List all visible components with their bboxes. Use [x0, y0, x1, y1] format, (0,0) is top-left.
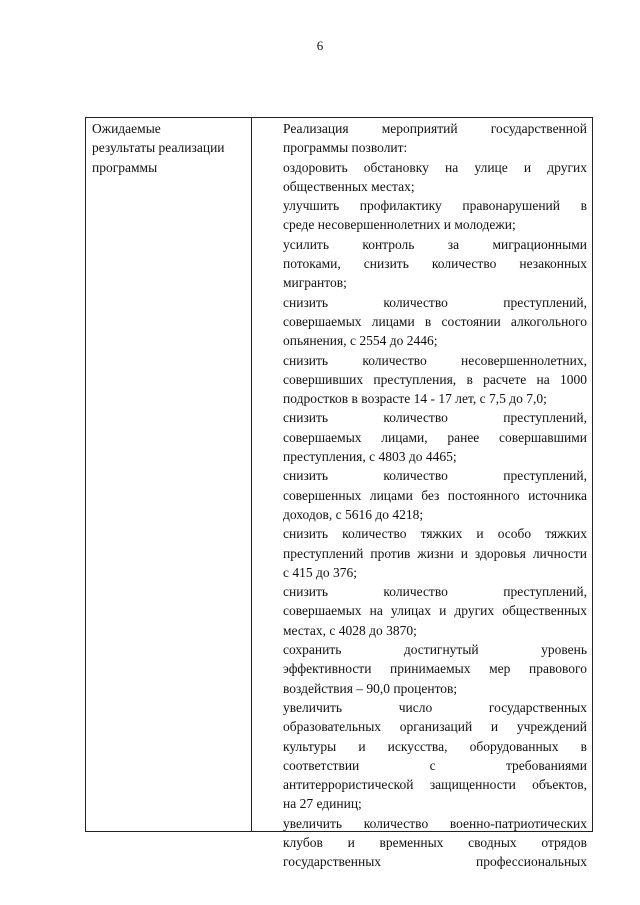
content-paragraph [257, 158, 587, 197]
content-line: соответствии с требованиями [283, 757, 587, 773]
content-paragraph [257, 235, 587, 293]
content-line: совершаемых лицами в состоянии алкогольного [283, 313, 587, 329]
content-paragraph [257, 293, 587, 351]
content-paragraph [257, 524, 587, 582]
content-line: снизить количество преступлений, [283, 584, 587, 600]
content-line: государственных профессиональных [283, 854, 587, 870]
label-line: программы [92, 159, 158, 175]
content-line: потоками, снизить количество незаконных [283, 256, 587, 272]
content-line: преступления, с 4803 до 4465; [283, 449, 457, 465]
content-line: Реализация мероприятий государственной [283, 121, 587, 136]
content-line: воздействия – 90,0 процентов; [283, 680, 458, 696]
content-paragraph [257, 582, 587, 640]
content-line: эффективности принимаемых мер правового [283, 661, 587, 677]
content-line: преступлений против жизни и здоровья личности [283, 545, 587, 561]
content-line: увеличить число государственных [283, 699, 587, 715]
content-line: доходов, с 5616 до 4218; [283, 506, 424, 522]
content-line: оздоровить обстановку на улице и других [283, 159, 587, 175]
page-number: 6 [316, 38, 324, 53]
content-line: снизить количество преступлений, [283, 468, 587, 484]
content-line: совершенных лицами без постоянного источника [283, 487, 587, 503]
content-line: увеличить количество военно-патриотических [283, 815, 587, 831]
column-divider [251, 118, 252, 831]
results-table [85, 117, 593, 870]
content-line: местах, с 4028 до 3870; [283, 622, 417, 638]
content-cell [257, 119, 587, 872]
content-line: антитеррористической защищенности объектов, [283, 777, 587, 793]
content-line: улучшить профилактику правонарушений в [283, 198, 587, 214]
content-line: подростков в возрасте 14 - 17 лет, с 7,5 до 7,0; [283, 391, 547, 407]
content-line: снизить количество преступлений, [283, 294, 587, 310]
content-line: снизить количество тяжких и особо тяжких [283, 526, 587, 542]
content-line: совершивших преступления, в расчете на 1000 [283, 371, 587, 387]
content-line: среде несовершеннолетних и молодежи; [283, 217, 516, 233]
content-paragraph [257, 698, 587, 814]
content-line: культуры и искусства, оборудованных в [283, 738, 587, 754]
content-line: образовательных организаций и учреждений [283, 719, 587, 735]
content-paragraph [257, 196, 587, 235]
content-line: на 27 единиц; [283, 796, 362, 812]
content-paragraph [257, 119, 587, 158]
label-cell [92, 119, 244, 177]
content-line: программы позволит: [283, 140, 408, 156]
content-line: общественных местах; [283, 178, 415, 194]
content-line: совершаемых лицами, ранее совершавшими [283, 429, 587, 445]
content-line: опьянения, с 2554 до 2446; [283, 333, 438, 349]
content-line: снизить количество несовершеннолетних, [283, 352, 587, 368]
content-line: усилить контроль за миграционными [283, 236, 587, 252]
label-line: результаты реализации [92, 140, 225, 156]
content-paragraph [257, 466, 587, 524]
content-paragraph [257, 351, 587, 409]
content-line: сохранить достигнутый уровень [283, 642, 587, 658]
content-line: совершаемых на улицах и других общественных [283, 603, 587, 619]
content-paragraph [257, 814, 587, 872]
content-paragraph [257, 408, 587, 466]
content-line: снизить количество преступлений, [283, 410, 587, 426]
content-paragraph [257, 640, 587, 698]
content-line: мигрантов; [283, 275, 347, 291]
content-line: клубов и временных сводных отрядов [283, 834, 587, 850]
label-line: Ожидаемые [92, 121, 161, 136]
content-line: с 415 до 376; [283, 564, 357, 580]
